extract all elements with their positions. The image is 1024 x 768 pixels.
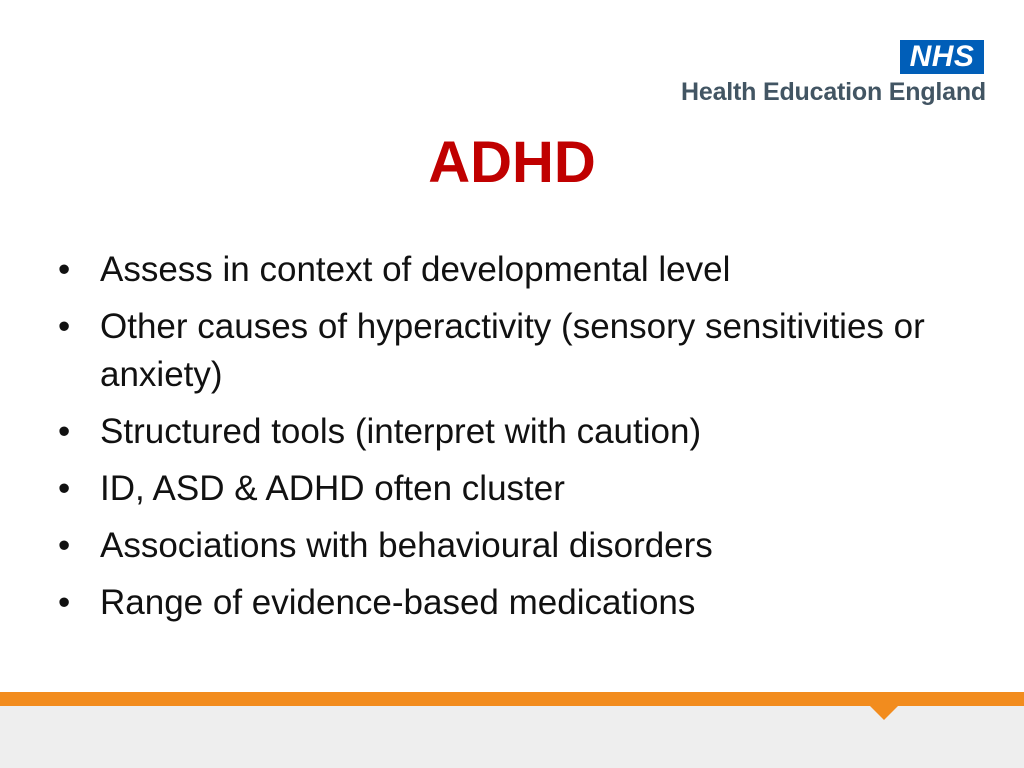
footer-notch	[870, 706, 898, 720]
bullet-item	[58, 522, 958, 570]
bullet-item	[58, 579, 958, 627]
nhs-badge: NHS	[900, 40, 984, 74]
bullet-text: Assess in context of developmental level	[100, 250, 731, 289]
bullet-dot-icon: •	[58, 250, 71, 289]
bullet-dot-icon: •	[58, 526, 71, 565]
bullet-item	[58, 465, 958, 513]
footer-accent-band	[0, 692, 1024, 706]
bullet-text: Structured tools (interpret with caution)	[100, 412, 702, 451]
bullet-dot-icon: •	[58, 307, 71, 346]
slide-title: ADHD	[428, 130, 596, 195]
bullet-dot-icon: •	[58, 469, 71, 508]
bullet-list	[58, 246, 958, 636]
bullet-item	[58, 246, 958, 294]
bullet-item	[58, 303, 958, 399]
nhs-hee-logo	[636, 40, 986, 112]
organisation-name: Health Education England	[681, 78, 986, 106]
bullet-text: Range of evidence-based medications	[100, 583, 696, 622]
bullet-text: Associations with behavioural disorders	[100, 526, 713, 565]
bullet-dot-icon: •	[58, 583, 71, 622]
bullet-text: Other causes of hyperactivity (sensory sensitivities or anxiety)	[100, 307, 925, 394]
bullet-item	[58, 408, 958, 456]
bullet-dot-icon: •	[58, 412, 71, 451]
bullet-text: ID, ASD & ADHD often cluster	[100, 469, 565, 508]
